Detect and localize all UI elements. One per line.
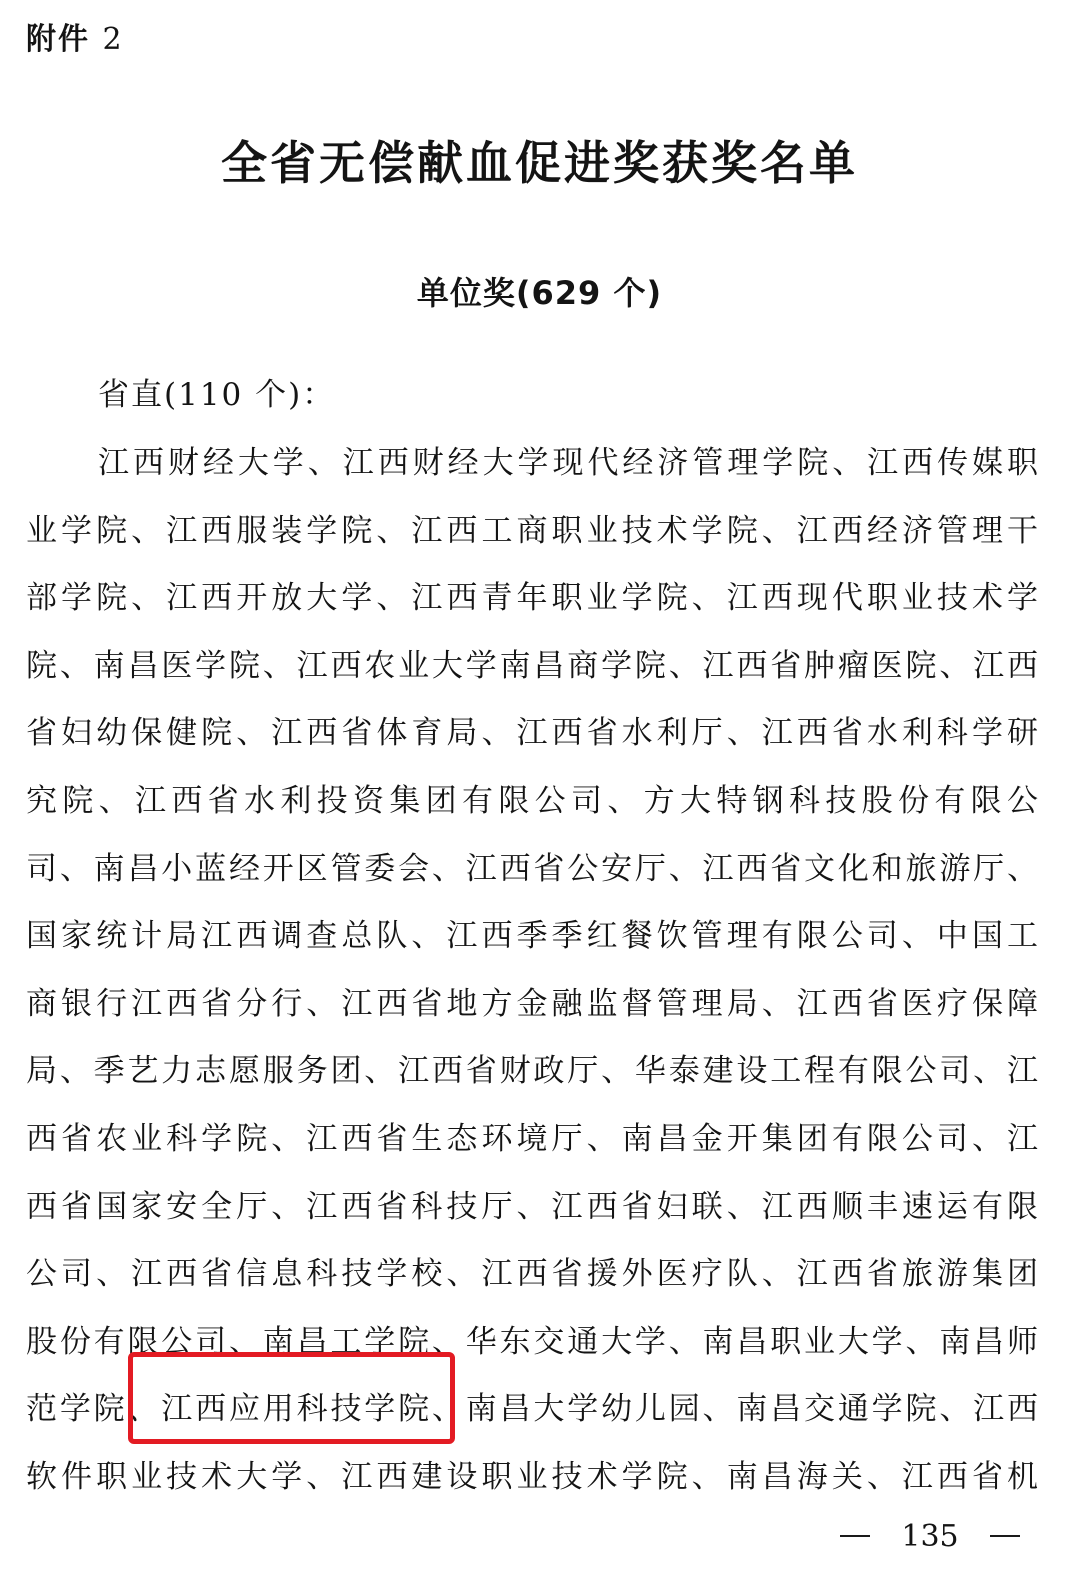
dash-left [840,1535,870,1537]
body-line: 公司、江西省信息科技学校、江西省援外医疗队、江西省旅游集团 [26,1256,1038,1293]
body-line: 省妇幼保健院、江西省体育局、江西省水利厅、江西省水利科学研 [26,715,1038,752]
body-line: 部学院、江西开放大学、江西青年职业学院、江西现代职业技术学 [26,580,1038,617]
attachment-label [26,18,124,62]
body-line: 局、季艺力志愿服务团、江西省财政厅、华泰建设工程有限公司、江 [26,1053,1038,1090]
body-line: 商银行江西省分行、江西省地方金融监督管理局、江西省医疗保障 [26,985,1038,1022]
body-line: 业学院、江西服装学院、江西工商职业技术学院、江西经济管理干 [26,512,1038,549]
body-line: 西省农业科学院、江西省生态环境厅、南昌金开集团有限公司、江 [26,1120,1038,1157]
body-line: 范学院、江西应用科技学院、南昌大学幼儿园、南昌交通学院、江西 [26,1391,1038,1428]
body-line: 院、南昌医学院、江西农业大学南昌商学院、江西省肿瘤医院、江西 [26,647,1038,684]
document-title: 全省无偿献血促进奖获奖名单 [221,136,858,190]
body-line: 究院、江西省水利投资集团有限公司、方大特钢科技股份有限公 [26,782,1038,819]
body-line: 国家统计局江西调查总队、江西季季红餐饮管理有限公司、中国工 [26,918,1038,955]
body-line: 司、南昌小蓝经开区管委会、江西省公安厅、江西省文化和旅游厅、 [26,850,1038,887]
body-line: 江西财经大学、江西财经大学现代经济管理学院、江西传媒职 [98,445,1038,481]
page-footer [840,1514,1020,1558]
award-list-body [26,430,1038,1512]
dash-right [990,1535,1020,1537]
body-line: 股份有限公司、南昌工学院、华东交通大学、南昌职业大学、南昌师 [26,1323,1038,1360]
attachment-prefix: 附件 [26,22,90,57]
section-heading: 单位奖(629 个) [416,274,663,312]
body-line: 西省国家安全厅、江西省科技厅、江西省妇联、江西顺丰速运有限 [26,1188,1038,1225]
body-line: 软件职业技术大学、江西建设职业技术学院、南昌海关、江西省机 [26,1458,1038,1495]
attachment-number: 2 [102,22,124,57]
page-number: 135 [901,1518,959,1554]
category-subheading: 省直(110 个)： [98,377,336,413]
highlight-box [128,1352,455,1444]
